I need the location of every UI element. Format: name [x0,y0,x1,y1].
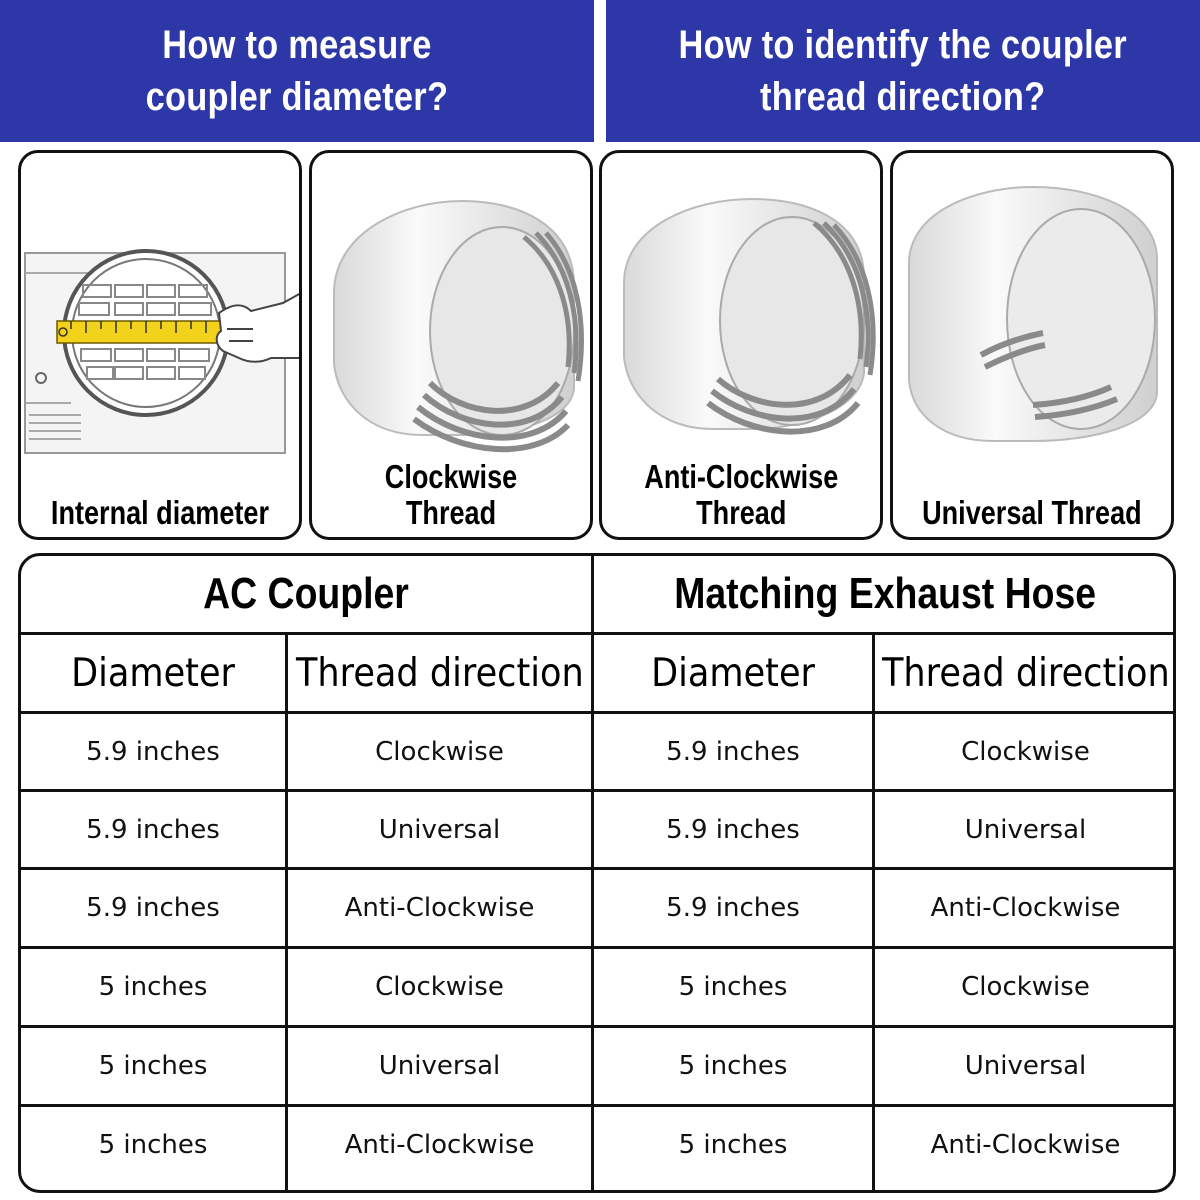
table-cell: Anti-Clockwise [344,1130,535,1160]
column-header-label: Diameter [651,650,815,696]
card-universal-thread [890,150,1174,540]
table-cell: 5.9 inches [666,736,800,767]
card-caption [21,495,299,531]
caption-universal-thread: Universal Thread [922,494,1142,531]
table-cell: 5 inches [98,972,208,1002]
table-cell: 5 inches [98,1130,208,1160]
banner-measure-diameter [0,0,594,142]
card-caption [312,459,590,531]
table-cell: Anti-Clockwise [930,893,1121,923]
card-caption [893,495,1171,531]
column-header-label: Diameter [71,650,235,696]
table-cell: 5.9 inches [86,736,220,767]
caption-internal-diameter: Internal diameter [50,494,270,531]
group-header-label: AC Coupler [203,569,409,618]
card-internal-diameter [18,150,302,540]
group-header-label: Matching Exhaust Hose [674,569,1096,618]
column-header-thread-direction [288,635,591,711]
table-cell: Clockwise [961,736,1090,767]
compatibility-table [18,553,1176,1193]
group-header-exhaust-hose [594,556,1176,632]
banner-measure-title: How to measure coupler diameter? [145,23,449,119]
table-cell: 5 inches [678,972,788,1002]
table-cell: 5 inches [678,1130,788,1160]
tape-measure-icon [21,153,302,540]
table-cell: 5.9 inches [666,814,800,845]
table-cell: Clockwise [375,972,504,1002]
column-header-diameter [21,635,285,711]
table-cell: 5.9 inches [666,893,800,923]
table-cell: Anti-Clockwise [344,893,535,923]
table-cell: Clockwise [375,736,504,767]
banner-thread-direction [606,0,1200,142]
table-cell: Universal [378,814,501,845]
caption-clockwise-thread: Clockwise Thread [384,458,518,531]
table-cell: Universal [964,814,1087,845]
table-cell: 5.9 inches [86,814,220,845]
table-cell: 5 inches [98,1051,208,1081]
table-cell: 5 inches [678,1051,788,1081]
card-anticlockwise-thread [599,150,883,540]
universal-coupler-icon [893,153,1174,540]
table-cell: 5.9 inches [86,893,220,923]
column-header-label: Thread direction [295,650,584,696]
group-header-ac-coupler [21,556,591,632]
column-header-diameter [594,635,872,711]
column-header-thread-direction [875,635,1176,711]
table-cell: Anti-Clockwise [930,1130,1121,1160]
table-cell: Universal [964,1051,1087,1081]
caption-anticlockwise-thread: Anti-Clockwise Thread [644,458,838,531]
table-cell: Universal [378,1051,501,1081]
card-caption [602,459,880,531]
table-cell: Clockwise [961,972,1090,1002]
card-clockwise-thread [309,150,593,540]
column-header-label: Thread direction [881,650,1170,696]
banner-thread-title: How to identify the coupler thread direction? [678,23,1128,119]
